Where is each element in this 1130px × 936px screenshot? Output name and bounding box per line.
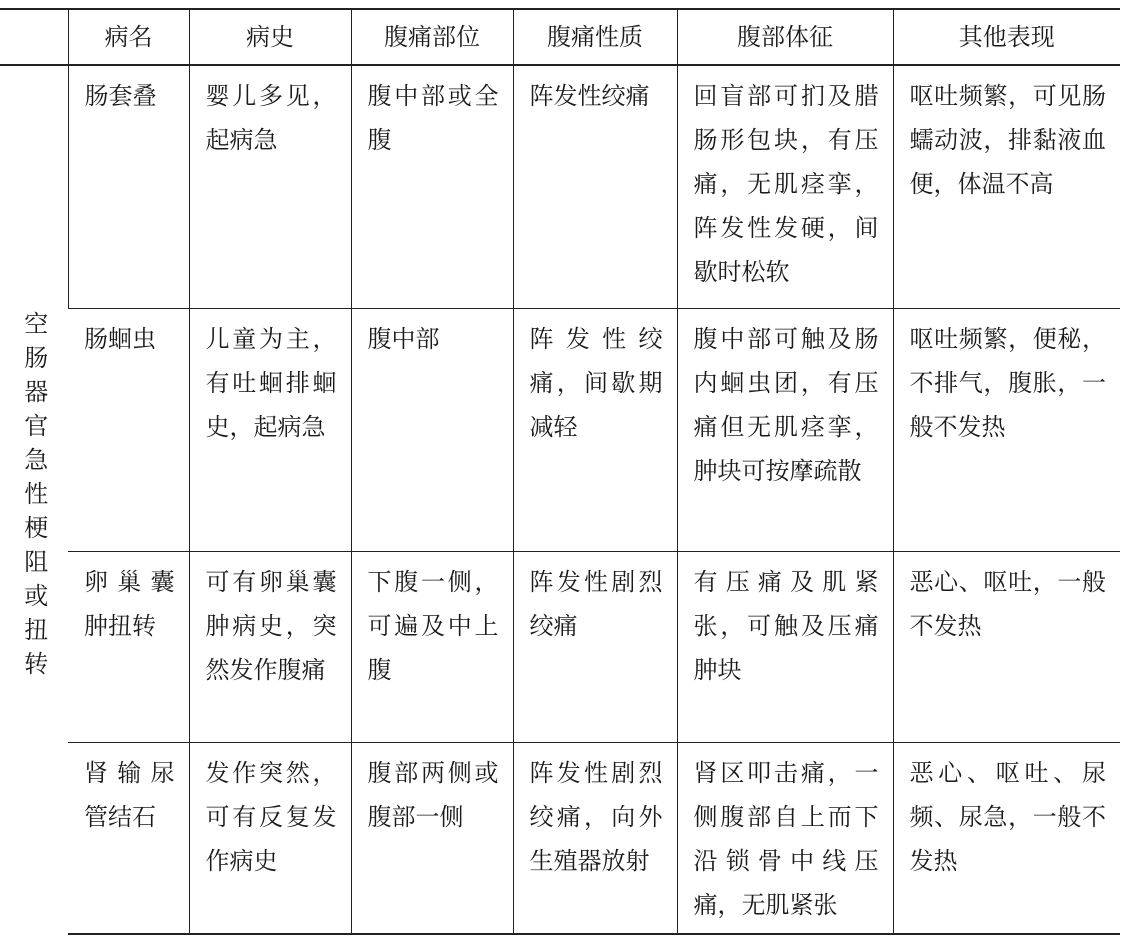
table-row	[0, 65, 1120, 309]
cell-abdominal-signs: 肾区叩击痛，一侧腹部自上而下沿锁骨中线压痛，无肌紧张	[677, 743, 893, 935]
cell-other-signs: 恶心、呕吐，一般不发热	[893, 552, 1120, 743]
header-history: 病史	[189, 9, 351, 65]
cell-history: 发作突然，可有反复发作病史	[189, 743, 351, 935]
cell-pain-nature: 阵发性绞痛	[513, 65, 677, 309]
cell-abdominal-signs: 回盲部可扪及腊肠形包块，有压痛，无肌痉挛，阵发性发硬，间歇时松软	[677, 65, 893, 309]
cell-history: 婴儿多见，起病急	[189, 65, 351, 309]
group-label: 空肠器官急性梗阻或扭转	[19, 311, 48, 685]
cell-pain-location: 下腹一侧，可遍及中上腹	[351, 552, 513, 743]
cell-disease-name: 肾输尿管结石	[68, 743, 189, 935]
comparison-table	[0, 8, 1120, 935]
cell-history: 可有卵巢囊肿病史，突然发作腹痛	[189, 552, 351, 743]
header-row	[0, 9, 1120, 65]
cell-disease-name: 肠套叠	[68, 65, 189, 309]
cell-pain-location: 腹部两侧或腹部一侧	[351, 743, 513, 935]
cell-abdominal-signs: 腹中部可触及肠内蛔虫团，有压痛但无肌痉挛，肿块可按摩疏散	[677, 309, 893, 552]
header-pain-location: 腹痛部位	[351, 9, 513, 65]
cell-pain-location: 腹中部或全腹	[351, 65, 513, 309]
cell-pain-nature: 阵发性剧烈绞痛，向外生殖器放射	[513, 743, 677, 935]
header-disease-name: 病名	[68, 9, 189, 65]
cell-other-signs: 恶心、呕吐、尿频、尿急，一般不发热	[893, 743, 1120, 935]
cell-pain-nature: 阵发性剧烈绞痛	[513, 552, 677, 743]
cell-history: 儿童为主，有吐蛔排蛔史，起病急	[189, 309, 351, 552]
table-row	[0, 552, 1120, 743]
cell-other-signs: 呕吐频繁，可见肠蠕动波，排黏液血便，体温不高	[893, 65, 1120, 309]
cell-abdominal-signs: 有压痛及肌紧张，可触及压痛肿块	[677, 552, 893, 743]
header-other-signs: 其他表现	[893, 9, 1120, 65]
header-pain-nature: 腹痛性质	[513, 9, 677, 65]
header-abdominal-signs: 腹部体征	[677, 9, 893, 65]
comparison-table-document	[0, 8, 1120, 935]
cell-other-signs: 呕吐频繁，便秘，不排气，腹胀，一般不发热	[893, 309, 1120, 552]
cell-pain-nature: 阵发性绞痛，间歇期减轻	[513, 309, 677, 552]
table-row	[0, 309, 1120, 552]
group-label-cell	[0, 65, 68, 934]
cell-pain-location: 腹中部	[351, 309, 513, 552]
cell-disease-name: 肠蛔虫	[68, 309, 189, 552]
header-group-cell	[0, 9, 68, 65]
cell-disease-name: 卵巢囊肿扭转	[68, 552, 189, 743]
table-row	[0, 743, 1120, 935]
